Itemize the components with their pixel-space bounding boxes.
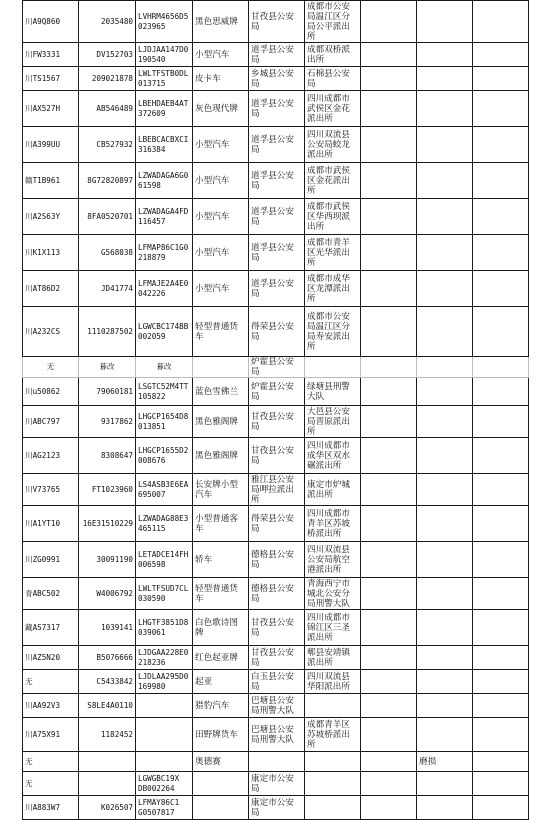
vin-number-cell: LFMAP86C1G0 218879 — [136, 235, 193, 271]
engine-number-cell: K026507 — [79, 796, 136, 820]
extra-col-2-cell — [417, 91, 473, 127]
vehicle-model-cell: 长安牌小型汽车 — [193, 474, 249, 506]
table-row — [23, 694, 529, 718]
vehicle-model-cell: 蓝色雪佛兰 — [193, 378, 249, 406]
extra-col-2-cell — [417, 406, 473, 438]
engine-number-cell — [79, 752, 136, 772]
plate-number-cell: 川AT86D2 — [23, 271, 79, 307]
extra-col-3-cell — [473, 406, 529, 438]
extra-col-2-cell — [417, 506, 473, 542]
extra-col-2-cell — [417, 378, 473, 406]
extra-col-1-cell — [361, 357, 417, 378]
vin-number-cell: LFMAY86C1 G0507817 — [136, 796, 193, 820]
plate-number-cell: 川AA92V3 — [23, 694, 79, 718]
extra-col-2-cell — [417, 43, 473, 67]
plate-number-cell: 川ABC797 — [23, 406, 79, 438]
extra-col-3-cell — [473, 718, 529, 752]
table-row — [23, 542, 529, 578]
vehicle-model-cell: 黑色思威牌 — [193, 1, 249, 43]
source-unit-cell: 四川成都市青羊区苏坡桥派出所 — [305, 506, 361, 542]
extra-col-1-cell — [361, 127, 417, 163]
table-row — [23, 578, 529, 610]
extra-col-2-cell — [417, 127, 473, 163]
extra-col-2-cell — [417, 67, 473, 91]
engine-number-cell: 8G72820897 — [79, 163, 136, 199]
plate-number-cell: 川AG2123 — [23, 438, 79, 474]
holding-unit-cell: 甘孜县公安局 — [249, 610, 305, 646]
extra-col-1-cell — [361, 610, 417, 646]
extra-col-2-cell — [417, 235, 473, 271]
extra-col-3-cell — [473, 127, 529, 163]
vin-number-cell: LJDLAA295D0 169980 — [136, 670, 193, 694]
vin-number-cell — [136, 694, 193, 718]
holding-unit-cell: 雅江县公安局呷拉派出所 — [249, 474, 305, 506]
holding-unit-cell: 甘孜县公安局 — [249, 646, 305, 670]
source-unit-cell: 成都市青羊区光华派出所 — [305, 235, 361, 271]
plate-number-cell: 藏AS7317 — [23, 610, 79, 646]
vehicle-model-cell: 灰色现代牌 — [193, 91, 249, 127]
engine-number-cell: 8FA0520701 — [79, 199, 136, 235]
vehicle-model-cell: 红色起亚牌 — [193, 646, 249, 670]
engine-number-cell: 16E31510229 — [79, 506, 136, 542]
vehicle-model-cell: 田野牌货车 — [193, 718, 249, 752]
extra-col-3-cell — [473, 670, 529, 694]
holding-unit-cell: 得荣县公安局 — [249, 307, 305, 357]
source-unit-cell: 四川双流县公安局蛟龙派出所 — [305, 127, 361, 163]
extra-col-3-cell — [473, 357, 529, 378]
extra-col-3-cell — [473, 772, 529, 796]
vehicle-model-cell: 小型汽车 — [193, 43, 249, 67]
vin-number-cell: LHGTF3851D8 039061 — [136, 610, 193, 646]
table-row — [23, 772, 529, 796]
vehicle-model-cell: 奥德赛 — [193, 752, 249, 772]
table-row — [23, 506, 529, 542]
vin-number-cell: LS4ASB3E6EA 695007 — [136, 474, 193, 506]
extra-col-3-cell — [473, 307, 529, 357]
extra-col-1-cell — [361, 796, 417, 820]
table-row — [23, 307, 529, 357]
plate-number-cell: 川AZ5N20 — [23, 646, 79, 670]
extra-col-2-cell — [417, 796, 473, 820]
engine-number-cell: 30091190 — [79, 542, 136, 578]
source-unit-cell: 康定市炉城派出所 — [305, 474, 361, 506]
extra-col-2-cell — [417, 646, 473, 670]
engine-number-cell: 9317862 — [79, 406, 136, 438]
table-row — [23, 474, 529, 506]
table-row — [23, 357, 529, 378]
extra-col-3-cell — [473, 796, 529, 820]
extra-col-3-cell — [473, 235, 529, 271]
source-unit-cell: 绿塘县刑警大队 — [305, 378, 361, 406]
plate-number-cell: 无 — [23, 670, 79, 694]
vehicle-model-cell: 黑色雅阁牌 — [193, 406, 249, 438]
vehicle-model-cell: 轻型普通货车 — [193, 307, 249, 357]
extra-col-2-cell — [417, 542, 473, 578]
holding-unit-cell: 道孚县公安局 — [249, 199, 305, 235]
extra-col-3-cell — [473, 610, 529, 646]
extra-col-2-cell — [417, 474, 473, 506]
extra-col-3-cell — [473, 542, 529, 578]
holding-unit-cell — [249, 752, 305, 772]
source-unit-cell — [305, 752, 361, 772]
extra-col-3-cell — [473, 378, 529, 406]
holding-unit-cell: 甘孜县公安局 — [249, 1, 305, 43]
plate-number-cell: 赣T1B961 — [23, 163, 79, 199]
extra-col-3-cell — [473, 271, 529, 307]
holding-unit-cell: 道孚县公安局 — [249, 235, 305, 271]
extra-col-2-cell — [417, 271, 473, 307]
engine-number-cell: AB546489 — [79, 91, 136, 127]
source-unit-cell: 青海西宁市城北公安分局刑警大队 — [305, 578, 361, 610]
table-row — [23, 127, 529, 163]
engine-number-cell: 1039141 — [79, 610, 136, 646]
table-row — [23, 378, 529, 406]
extra-col-3-cell — [473, 646, 529, 670]
vehicle-model-cell: 猎豹汽车 — [193, 694, 249, 718]
extra-col-2-cell — [417, 199, 473, 235]
holding-unit-cell: 道孚县公安局 — [249, 91, 305, 127]
extra-col-3-cell — [473, 578, 529, 610]
vehicle-model-cell: 轿车 — [193, 542, 249, 578]
source-unit-cell: 石棉县公安局 — [305, 67, 361, 91]
extra-col-3-cell — [473, 163, 529, 199]
extra-col-1-cell — [361, 235, 417, 271]
vin-number-cell: LVHRM4656D5 023965 — [136, 1, 193, 43]
extra-col-1-cell — [361, 646, 417, 670]
plate-number-cell: 无 — [23, 772, 79, 796]
source-unit-cell: 郫县安靖镇派出所 — [305, 646, 361, 670]
plate-number-cell: 川FW3331 — [23, 43, 79, 67]
holding-unit-cell: 乡城县公安局 — [249, 67, 305, 91]
extra-col-1-cell — [361, 578, 417, 610]
vin-number-cell: LFMAJE2A4E0 042226 — [136, 271, 193, 307]
holding-unit-cell: 白玉县公安局 — [249, 670, 305, 694]
source-unit-cell: 成都市公安局温江区分局寿安派出所 — [305, 307, 361, 357]
source-unit-cell: 成都市武侯区金花派出所 — [305, 163, 361, 199]
engine-number-cell: CB527932 — [79, 127, 136, 163]
vehicle-model-cell — [193, 772, 249, 796]
vehicle-model-cell: 白色歌诗图牌 — [193, 610, 249, 646]
extra-col-1-cell — [361, 542, 417, 578]
extra-col-1-cell — [361, 438, 417, 474]
extra-col-1-cell — [361, 718, 417, 752]
extra-col-2-cell: 磨损 — [417, 752, 473, 772]
holding-unit-cell: 甘孜县公安局 — [249, 438, 305, 474]
plate-number-cell: 川TS1567 — [23, 67, 79, 91]
extra-col-1-cell — [361, 43, 417, 67]
vin-number-cell: LWLTFSTB0DL 013715 — [136, 67, 193, 91]
engine-number-cell — [79, 772, 136, 796]
source-unit-cell: 四川双流县华阳派出所 — [305, 670, 361, 694]
source-unit-cell: 四川成都市武侯区金花派出所 — [305, 91, 361, 127]
holding-unit-cell: 康定市公安局 — [249, 796, 305, 820]
vin-number-cell: LZWADAGA4FD 116457 — [136, 199, 193, 235]
vin-number-cell: LWLTFSUD7CL 030590 — [136, 578, 193, 610]
vin-number-cell: LSGTC52M4TT 105822 — [136, 378, 193, 406]
engine-number-cell: 8308647 — [79, 438, 136, 474]
plate-number-cell: 川A883W7 — [23, 796, 79, 820]
table-row — [23, 646, 529, 670]
extra-col-2-cell — [417, 578, 473, 610]
engine-number-cell: JD41774 — [79, 271, 136, 307]
holding-unit-cell: 道孚县公安局 — [249, 127, 305, 163]
plate-number-cell: 川A2S63Y — [23, 199, 79, 235]
table-row — [23, 91, 529, 127]
engine-number-cell: S8LE4A0110 — [79, 694, 136, 718]
engine-number-cell: FT1023960 — [79, 474, 136, 506]
engine-number-cell: G568038 — [79, 235, 136, 271]
extra-col-2-cell — [417, 694, 473, 718]
extra-col-2-cell — [417, 610, 473, 646]
holding-unit-cell: 巴塘县公安局刑警大队 — [249, 694, 305, 718]
vehicle-model-cell: 小型汽车 — [193, 163, 249, 199]
table-row — [23, 752, 529, 772]
source-unit-cell: 大邑县公安局晋原派出所 — [305, 406, 361, 438]
engine-number-cell: 暮改 — [79, 357, 136, 378]
source-unit-cell: 成都市武侯区华西坝派出所 — [305, 199, 361, 235]
holding-unit-cell: 甘孜县公安局 — [249, 406, 305, 438]
table-row — [23, 1, 529, 43]
extra-col-2-cell — [417, 357, 473, 378]
source-unit-cell: 四川成都市锦江区三圣派出所 — [305, 610, 361, 646]
plate-number-cell: 川AX527H — [23, 91, 79, 127]
vehicle-model-cell — [193, 796, 249, 820]
holding-unit-cell: 巴塘县公安局刑警大队 — [249, 718, 305, 752]
vin-number-cell: LGWGBC19X DB002264 — [136, 772, 193, 796]
vin-number-cell: LETADCE14FH 006598 — [136, 542, 193, 578]
table-row — [23, 199, 529, 235]
source-unit-cell — [305, 357, 361, 378]
extra-col-2-cell — [417, 772, 473, 796]
extra-col-3-cell — [473, 1, 529, 43]
extra-col-1-cell — [361, 67, 417, 91]
engine-number-cell: 209021878 — [79, 67, 136, 91]
extra-col-1-cell — [361, 307, 417, 357]
extra-col-1-cell — [361, 378, 417, 406]
table-row — [23, 670, 529, 694]
holding-unit-cell: 道孚县公安局 — [249, 163, 305, 199]
extra-col-1-cell — [361, 772, 417, 796]
extra-col-3-cell — [473, 199, 529, 235]
vin-number-cell — [136, 752, 193, 772]
vehicle-table — [22, 0, 529, 820]
plate-number-cell: 青ABC502 — [23, 578, 79, 610]
plate-number-cell: 川A232CS — [23, 307, 79, 357]
extra-col-1-cell — [361, 406, 417, 438]
extra-col-3-cell — [473, 694, 529, 718]
vehicle-model-cell: 皮卡车 — [193, 67, 249, 91]
vehicle-model-cell: 黑色雅阁牌 — [193, 438, 249, 474]
holding-unit-cell: 道孚县公安局 — [249, 43, 305, 67]
extra-col-2-cell — [417, 438, 473, 474]
extra-col-3-cell — [473, 91, 529, 127]
plate-number-cell: 川A75X91 — [23, 718, 79, 752]
table-row — [23, 796, 529, 820]
vin-number-cell: LZWADAGA6G0 61598 — [136, 163, 193, 199]
extra-col-1-cell — [361, 1, 417, 43]
table-row — [23, 406, 529, 438]
vin-number-cell: LZWADAG88E3 465115 — [136, 506, 193, 542]
source-unit-cell: 四川双流县公安局航空港派出所 — [305, 542, 361, 578]
vehicle-model-cell: 小型汽车 — [193, 235, 249, 271]
plate-number-cell: 川A9Q860 — [23, 1, 79, 43]
extra-col-3-cell — [473, 43, 529, 67]
plate-number-cell: 川u50862 — [23, 378, 79, 406]
plate-number-cell: 川ZG0991 — [23, 542, 79, 578]
plate-number-cell: 川V73765 — [23, 474, 79, 506]
extra-col-2-cell — [417, 718, 473, 752]
vehicle-model-cell: 小型汽车 — [193, 127, 249, 163]
vin-number-cell: LHGCP1654D8 013851 — [136, 406, 193, 438]
source-unit-cell — [305, 694, 361, 718]
table-row — [23, 67, 529, 91]
table-row — [23, 271, 529, 307]
engine-number-cell: B5076666 — [79, 646, 136, 670]
extra-col-1-cell — [361, 506, 417, 542]
source-unit-cell — [305, 796, 361, 820]
engine-number-cell: 79060181 — [79, 378, 136, 406]
extra-col-1-cell — [361, 752, 417, 772]
extra-col-1-cell — [361, 163, 417, 199]
extra-col-1-cell — [361, 271, 417, 307]
plate-number-cell: 无 — [23, 752, 79, 772]
source-unit-cell: 成都市公安局温江区分局公平派出所 — [305, 1, 361, 43]
extra-col-3-cell — [473, 506, 529, 542]
plate-number-cell: 川A399UU — [23, 127, 79, 163]
table-row — [23, 43, 529, 67]
engine-number-cell: DV152703 — [79, 43, 136, 67]
extra-col-3-cell — [473, 438, 529, 474]
extra-col-1-cell — [361, 199, 417, 235]
vin-number-cell: LHGCP1655D2 008676 — [136, 438, 193, 474]
holding-unit-cell: 得荣县公安局 — [249, 506, 305, 542]
vehicle-model-cell — [193, 357, 249, 378]
holding-unit-cell: 德格县公安局 — [249, 542, 305, 578]
vin-number-cell: LBEHDAEB4AT 372609 — [136, 91, 193, 127]
table-row — [23, 438, 529, 474]
extra-col-2-cell — [417, 307, 473, 357]
extra-col-1-cell — [361, 694, 417, 718]
extra-col-3-cell — [473, 67, 529, 91]
source-unit-cell: 成都双桥派出所 — [305, 43, 361, 67]
extra-col-3-cell — [473, 752, 529, 772]
extra-col-2-cell — [417, 163, 473, 199]
plate-number-cell: 川K1X113 — [23, 235, 79, 271]
source-unit-cell: 四川成都市成华区双水碾派出所 — [305, 438, 361, 474]
extra-col-3-cell — [473, 474, 529, 506]
engine-number-cell: W4006792 — [79, 578, 136, 610]
table-row — [23, 718, 529, 752]
extra-col-2-cell — [417, 670, 473, 694]
extra-col-1-cell — [361, 670, 417, 694]
vehicle-model-cell: 起亚 — [193, 670, 249, 694]
vin-number-cell: LBEBCACBXCI 316384 — [136, 127, 193, 163]
table-row — [23, 610, 529, 646]
vin-number-cell: LGWCBC174BB 002059 — [136, 307, 193, 357]
extra-col-1-cell — [361, 91, 417, 127]
extra-col-1-cell — [361, 474, 417, 506]
extra-col-2-cell — [417, 1, 473, 43]
source-unit-cell — [305, 772, 361, 796]
source-unit-cell: 成都市成华区龙潭派出所 — [305, 271, 361, 307]
holding-unit-cell: 炉霍县公安局 — [249, 378, 305, 406]
vin-number-cell: LJDJAA147D0 190540 — [136, 43, 193, 67]
vehicle-model-cell: 小型汽车 — [193, 199, 249, 235]
holding-unit-cell: 康定市公安局 — [249, 772, 305, 796]
holding-unit-cell: 道孚县公安局 — [249, 271, 305, 307]
holding-unit-cell: 德格县公安局 — [249, 578, 305, 610]
plate-number-cell: 无 — [23, 357, 79, 378]
table-row — [23, 163, 529, 199]
vehicle-model-cell: 小型汽车 — [193, 271, 249, 307]
vin-number-cell: LJDGAA228E0 218236 — [136, 646, 193, 670]
engine-number-cell: C5433842 — [79, 670, 136, 694]
engine-number-cell: 1110287502 — [79, 307, 136, 357]
vin-number-cell — [136, 718, 193, 752]
plate-number-cell: 川A1YT10 — [23, 506, 79, 542]
vin-number-cell: 暮改 — [136, 357, 193, 378]
table-row — [23, 235, 529, 271]
vehicle-model-cell: 轻型普通货车 — [193, 578, 249, 610]
holding-unit-cell: 炉霍县公安局 — [249, 357, 305, 378]
engine-number-cell: 1182452 — [79, 718, 136, 752]
vehicle-model-cell: 小型普通客车 — [193, 506, 249, 542]
engine-number-cell: 2035480 — [79, 1, 136, 43]
source-unit-cell: 成都青羊区苏坡桥派出所 — [305, 718, 361, 752]
